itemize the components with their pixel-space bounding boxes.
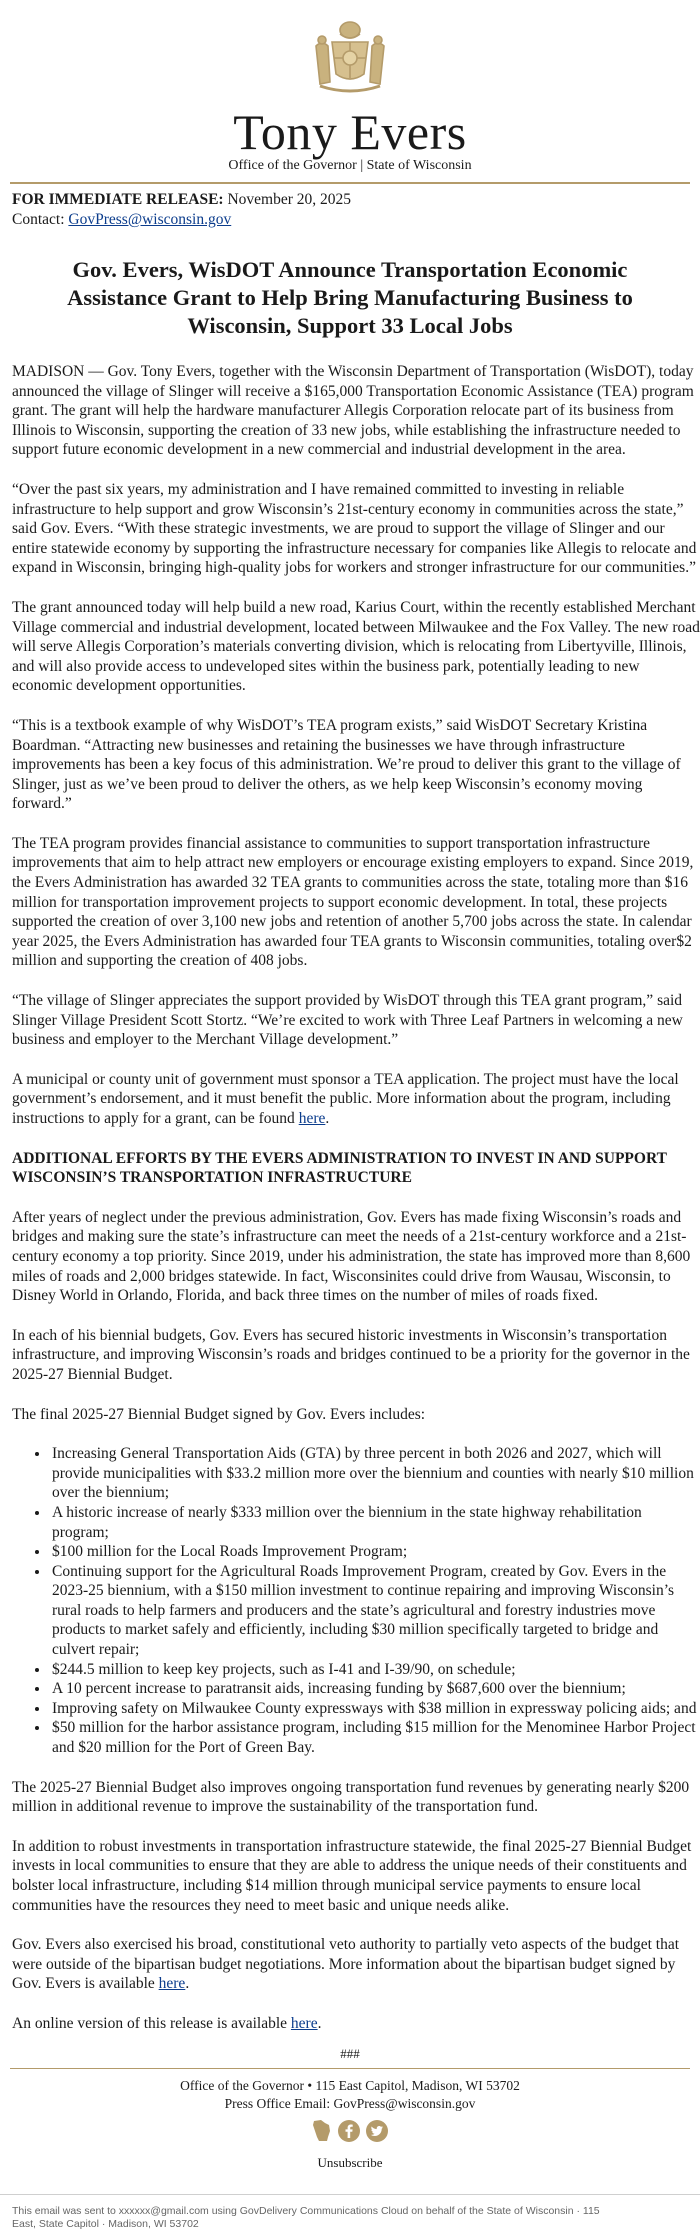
facebook-icon[interactable] <box>337 2119 361 2148</box>
body-paragraph: The 2025-27 Biennial Budget also improves ongoing transportation fund revenues by generating nearly $200 million in additional revenue to improve the sustainability of the transportation fund. <box>12 1778 690 1816</box>
body-paragraph: MADISON — Gov. Tony Evers, together with the Wisconsin Department of Transportation (WisDOT), today announced the village of Slinger will receive a $165,000 Transportation Economic Assistance (TEA) program grant. The grant will help the hardware manufacturer Allegis Corporation relocate part of its business from Illinois to Wisconsin, supporting the creation of 33 new jobs, while establishing the infrastructure needed to support future economic development in a new commercial and industrial development in the area. <box>12 363 694 459</box>
veto-paragraph <box>12 1935 700 1994</box>
section-subheading: ADDITIONAL EFFORTS BY THE EVERS ADMINISTRATION TO INVEST IN AND SUPPORT WISCONSIN’S TRANSPORTATION INFRASTRUCTURE <box>12 1149 667 1187</box>
unsubscribe-link[interactable]: Unsubscribe <box>317 2154 383 2170</box>
tea-info-text: A municipal or county unit of government must sponsor a TEA application. The project must have the local government’s endorsement, and it must benefit the public. More information about the program, including instructions to apply for a grant, can be found <box>12 1070 679 1127</box>
twitter-icon[interactable] <box>365 2119 389 2148</box>
list-item: • $100 million for the Local Roads Improvement Program; <box>50 1542 700 1562</box>
body-paragraph: In addition to robust investments in transportation infrastructure statewide, the final 2025-27 Biennial Budget invests in local communities to ensure that they are able to address the unique needs of their constituents and bolster local infrastructure, including $14 million through municipal service payments to ensure local communities have the resources they need to meet basic and unique needs alike. <box>12 1837 692 1914</box>
list-item: • A historic increase of nearly $333 million over the biennium in the state highway rehabilitation program; <box>50 1503 700 1542</box>
list-item: • Increasing General Transportation Aids (GTA) by three percent in both 2026 and 2027, which will provide municipalities with $33.2 million more over the biennium and counties with nearly $10 million over the biennium; <box>50 1444 700 1503</box>
governor-name: Tony Evers <box>233 104 467 160</box>
contact-line <box>12 210 688 230</box>
release-date: November 20, 2025 <box>227 191 351 208</box>
body-paragraph: In each of his biennial budgets, Gov. Evers has secured historic investments in Wisconsin’s transportation infrastructure, and improving Wisconsin’s roads and bridges continued to be a priority for the governor in the 2025-27 Biennial Budget. <box>12 1326 690 1383</box>
headline: Gov. Evers, WisDOT Announce Transportation Economic Assistance Grant to Help Bring Manufacturing Business to Wisconsin, Support 33 Local Jobs <box>67 257 633 338</box>
tea-info-link[interactable]: here <box>298 1110 326 1127</box>
footer-press-email: Press Office Email: GovPress@wisconsin.gov <box>224 2095 476 2111</box>
body-paragraph: The grant announced today will help build a new road, Karius Court, within the recently established Merchant Village commercial and industrial development, located between Milwaukee and the Fox Valley. The new road will serve Allegis Corporation’s materials converting division, which is relocating from Libertyville, Illinois, and will also provide access to undeveloped sites within the business park, potentially leading to new economic development opportunities. <box>12 598 700 695</box>
footer <box>0 2069 700 2172</box>
body-paragraph: “Over the past six years, my administration and I have remained committed to investing in reliable infrastructure to help support and grow Wisconsin’s 21st-century economy in communities across the state,” said Gov. Evers. “With these strategic investments, we are proud to support the village of Slinger and our entire statewide economy by supporting the infrastructure necessary for companies like Allegis to relocate and expand in Wisconsin, bringing high-quality jobs for workers and stronger infrastructure for our communities.” <box>12 480 697 577</box>
list-item: • Continuing support for the Agricultural Roads Improvement Program, created by Gov. Evers in the 2023-25 biennium, with a $150 million investment to continue repairing and improving Wisconsin’s rural roads to help farmers and producers and the state’s agricultural and forestry industries move products to market safely and efficiently, including $30 million specifically targeted to bridge and culvert repair; <box>50 1562 700 1660</box>
footer-address: Office of the Governor • 115 East Capitol, Madison, WI 53702 <box>180 2077 520 2093</box>
wisconsin-icon[interactable] <box>311 2119 333 2148</box>
list-item: • Improving safety on Milwaukee County expressways with $38 million in expressway policing aids; and <box>50 1699 700 1719</box>
contact-label: Contact: <box>12 211 65 228</box>
seal-area <box>0 0 700 104</box>
online-version-link[interactable]: here <box>290 2014 318 2032</box>
list-item: • A 10 percent increase to paratransit aids, increasing funding by $687,600 over the biennium; <box>50 1679 700 1699</box>
body-paragraph: “The village of Slinger appreciates the support provided by WisDOT through this TEA grant program,” said Slinger Village President Scott Stortz. “We’re excited to work with Three Leaf Partners in welcoming a new business and employer to the Merchant Village development.” <box>12 992 683 1049</box>
contact-email-link[interactable]: GovPress@wisconsin.gov <box>68 211 232 228</box>
release-meta <box>0 184 700 230</box>
online-version-paragraph <box>12 2014 700 2034</box>
social-links <box>0 2119 700 2148</box>
body-paragraph: After years of neglect under the previous administration, Gov. Evers has made fixing Wisconsin’s roads and bridges and making sure the state’s infrastructure can meet the needs of a 21st-century workforce and a 21st-century economy a top priority. Since 2019, under his administration, the state has improved more than 8,600 miles of roads and 2,000 bridges statewide. In fact, Wisconsinites could drive from Wausau, Wisconsin, to Disney World in Orlando, Florida, and back three times on the number of miles of roads fixed. <box>12 1208 691 1305</box>
office-subtitle: Office of the Governor | State of Wisconsin <box>228 158 472 173</box>
release-body <box>0 362 700 2034</box>
list-item: • $244.5 million to keep key projects, such as I-41 and I-39/90, on schedule; <box>50 1660 700 1680</box>
veto-end: . <box>185 1975 190 1993</box>
online-version-text: An online version of this release is available <box>12 2014 288 2032</box>
release-line <box>12 190 688 210</box>
body-paragraph: The TEA program provides financial assistance to communities to support transportation infrastructure improvements that aim to help attract new employers or encourage existing employers to expand. Since 2019, the Evers Administration has awarded 32 TEA grants to communities across the state, totaling more than $16 million for transportation improvement projects to support economic development. In total, these projects supported the creation of over 3,100 new jobs and retention of another 5,700 jobs across the state. In calendar year 2025, the Evers Administration has awarded four TEA grants to Wisconsin communities, totaling over$2 million and supporting the creation of 408 jobs. <box>12 834 694 970</box>
legal-notice: This email was sent to xxxxxx@gmail.com using GovDelivery Communications Cloud on behalf of the State of Wisconsin · 115 East, State Capitol · Madison, WI 53702 <box>12 2204 600 2230</box>
body-paragraph: The final 2025-27 Biennial Budget signed by Gov. Evers includes: <box>12 1405 426 1423</box>
end-mark: ### <box>340 2045 360 2061</box>
list-item: • $50 million for the harbor assistance program, including $15 million for the Menominee Harbor Project and $20 million for the Port of Green Bay. <box>50 1718 700 1757</box>
veto-text: Gov. Evers also exercised his broad, constitutional veto authority to partially veto aspects of the budget that were outside of the bipartisan budget negotiations. More information about the bipartisan budget signed by Gov. Evers is available <box>12 1936 680 1993</box>
budget-list <box>12 1444 700 1758</box>
tea-info-end: . <box>325 1110 330 1127</box>
budget-info-link[interactable]: here <box>158 1975 186 1993</box>
online-version-end: . <box>317 2014 322 2032</box>
wisconsin-seal-icon <box>302 12 398 103</box>
release-label: FOR IMMEDIATE RELEASE: <box>12 191 224 208</box>
tea-info-paragraph <box>12 1070 700 1129</box>
body-paragraph: “This is a textbook example of why WisDOT’s TEA program exists,” said WisDOT Secretary Kristina Boardman. “Attracting new businesses and retaining the businesses we have through infrastructure improvements has been a key focus of this administration. We’re proud to deliver this grant to the village of Slinger, just as we’ve been proud to deliver the others, as we help keep Wisconsin’s economy moving forward.” <box>12 716 681 813</box>
